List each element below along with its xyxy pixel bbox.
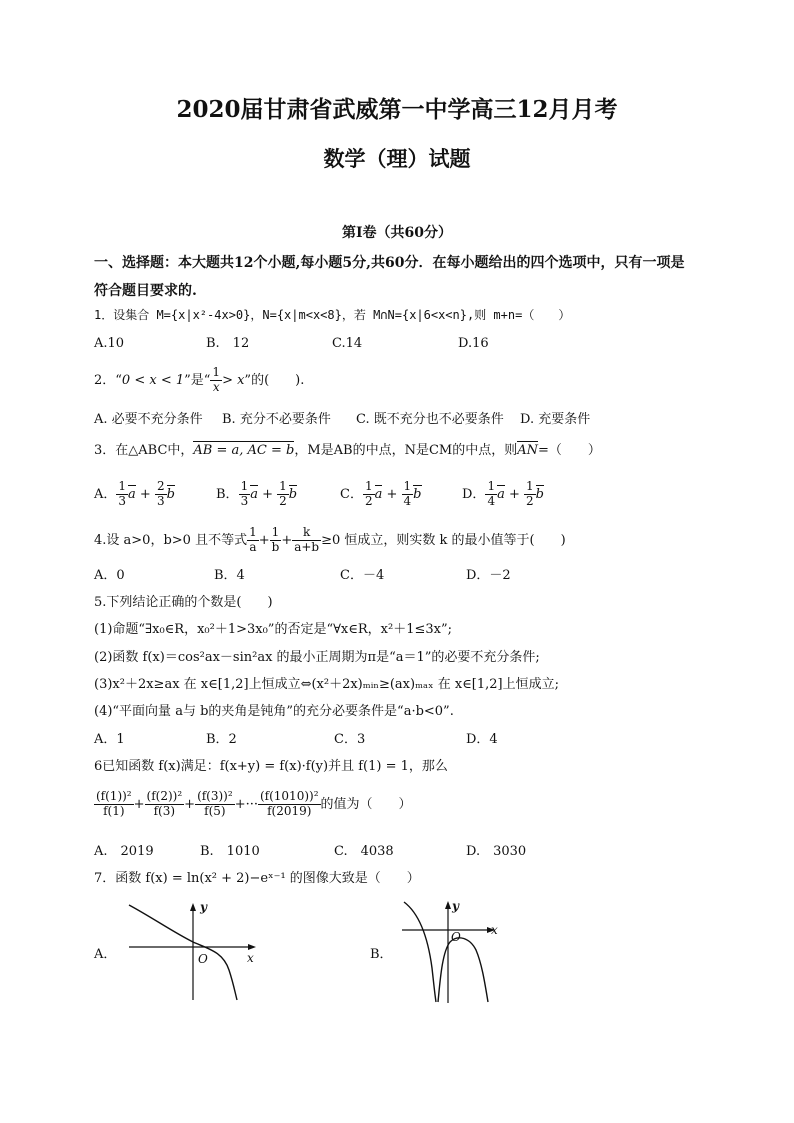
q3-mid: ，M是AB的中点，N是CM的中点，则 (294, 443, 518, 458)
q7-graph-a-origin: O (198, 952, 208, 966)
q5-option-c: C．3 (334, 732, 366, 747)
q1-option-d: D.16 (458, 336, 489, 351)
q7-graph-a-x-label: x (247, 951, 254, 965)
q5-statement-3: (3)x²＋2x≥ax 在 x∈[1,2]上恒成立⇔(x²＋2x)ₘᵢₙ≥(ax)ₘₐₓ 在 x∈[1,2]上恒成立; (94, 677, 559, 692)
q2-suffix: ”的( ). (244, 372, 305, 388)
q1-option-c: C.14 (332, 336, 363, 351)
q1-stem: 1．设集合 M={x|x²-4x>0}，N={x|m<x<8}，若 M∩N={x|6<x<n},则 m+n=（ ） (94, 308, 571, 322)
q5-option-a: A．1 (94, 732, 125, 747)
q7-graph-b-y-label: y (452, 899, 459, 913)
q3-target-vector: AN (517, 443, 538, 458)
q7-graph-b-x-label: x (491, 923, 498, 937)
section-heading: 第Ⅰ卷（共60分） (341, 225, 453, 241)
q3-given-vectors: AB = a, AC = b (193, 443, 295, 458)
q3-option-b: B． $\frac{1}{3}$ a + $\frac{1}{2}$ b (216, 479, 298, 508)
q7-graph-b-origin: O (451, 930, 461, 944)
q4-prefix: 4.设 a>0，b>0 且不等式 (94, 532, 248, 548)
q2-option-c: C. 既不充分也不必要条件 (356, 412, 504, 427)
q3-option-c: C． $\frac{1}{2}$ a + $\frac{1}{4}$ b (340, 479, 422, 508)
q3-stem (94, 444, 601, 457)
q4-option-a: A．0 (94, 568, 125, 583)
q5-option-b: B．2 (206, 732, 237, 747)
q3-suffix: =（ ） (538, 443, 601, 458)
q5-statement-4: (4)“平面向量 a与 b的夹角是钝角”的充分必要条件是“a·b<0”. (94, 704, 454, 719)
q2-fraction (210, 366, 222, 395)
q2-mid: ”是“ (184, 372, 211, 388)
exam-subtitle: 数学（理）试题 (323, 146, 471, 171)
q7-option-a-label: A． (94, 947, 117, 962)
q2-prefix: 2．“ (94, 372, 122, 388)
q6-suffix: 的值为（ ） (320, 796, 412, 812)
q5-option-d: D．4 (466, 732, 498, 747)
q7-graph-b (398, 898, 508, 1003)
q6-dots: +··· (234, 796, 258, 812)
q4-option-d: D．－2 (466, 568, 511, 583)
q6-term-2: $\frac{\text{(f(2))²}}{f(3)}$ (146, 789, 183, 818)
instructions-line2: 符合题目要求的. (94, 283, 197, 299)
q2-cond2: > x (222, 372, 245, 388)
q2-option-d: D. 充要条件 (520, 412, 591, 427)
q4-option-b: B．4 (214, 568, 245, 583)
q2-option-a: A. 必要不充分条件 (94, 412, 203, 427)
q6-sum: $\frac{\text{(f(1))²}}{f(1)}$ + $\frac{\text{(f(2))²}}{f(3)}$ + $\frac{\text{(f(3))²}}{f(5)}$ +··· $\frac{\text{(f(1010))²}}{f(2019)}$ 的值为（ ） (96, 789, 412, 818)
q6-term-1: $\frac{\text{(f(1))²}}{f(1)}$ (96, 789, 132, 818)
q4-suffix: ≥0 恒成立，则实数 k 的最小值等于( ) (321, 532, 566, 548)
q1-option-a: A.10 (94, 336, 125, 351)
q6-stem: 6已知函数 f(x)满足：f(x+y) = f(x)·f(y)并且 f(1) = 1，那么 (94, 759, 448, 774)
q2-cond1: 0 < x < 1 (121, 372, 185, 388)
q6-option-c: C. 4038 (334, 844, 394, 859)
q5-statement-2: (2)函数 f(x)＝cos²ax－sin²ax 的最小正周期为π是“a＝1”的必要不充分条件; (94, 650, 540, 665)
instructions-line1: 一、选择题：本大题共12个小题,每小题5分,共60分．在每小题给出的四个选项中，只有一项是 (94, 255, 685, 271)
q1-option-b: B. 12 (206, 336, 250, 351)
q5-stem: 5.下列结论正确的个数是( ) (94, 595, 273, 610)
q2-stem (94, 366, 304, 395)
q7-graph-a (125, 900, 265, 1000)
q2-frac-den: x (212, 379, 220, 394)
q2-option-b: B. 充分不必要条件 (222, 412, 331, 427)
q6-term-last: $\frac{\text{(f(1010))²}}{f(2019)}$ (259, 789, 319, 818)
q3-option-d: D． $\frac{1}{4}$ a + $\frac{1}{2}$ b (462, 479, 544, 508)
q6-option-b: B. 1010 (200, 844, 260, 859)
q5-statement-1: (1)命题“∃x₀∈R，x₀²＋1>3x₀”的否定是“∀x∈R，x²＋1≤3x”; (94, 622, 453, 637)
q6-term-3: $\frac{\text{(f(3))²}}{f(5)}$ (197, 789, 233, 818)
q2-frac-num: 1 (212, 365, 221, 379)
q7-option-b-label: B． (370, 947, 393, 962)
q4-stem: 4.设 a>0，b>0 且不等式 $\frac{1}{a}$ + $\frac{1}{b}$ + $\frac{k}{a+b}$ ≥0 恒成立，则实数 k 的最小值等于( ) (94, 525, 566, 554)
q6-option-d: D. 3030 (466, 844, 527, 859)
q7-graph-a-y-label: y (200, 900, 207, 914)
q7-stem: 7．函数 f(x) = ln(x² + 2)−eˣ⁻¹ 的图像大致是（ ） (94, 871, 420, 886)
q3-prefix: 3．在△ABC中， (94, 443, 194, 458)
exam-title: 2020届甘肃省武威第一中学高三12月月考 (176, 96, 618, 123)
q4-option-c: C．－4 (340, 568, 385, 583)
q6-option-a: A. 2019 (94, 844, 154, 859)
q3-option-a: A． $\frac{1}{3}$ a + $\frac{2}{3}$ b (94, 479, 175, 508)
